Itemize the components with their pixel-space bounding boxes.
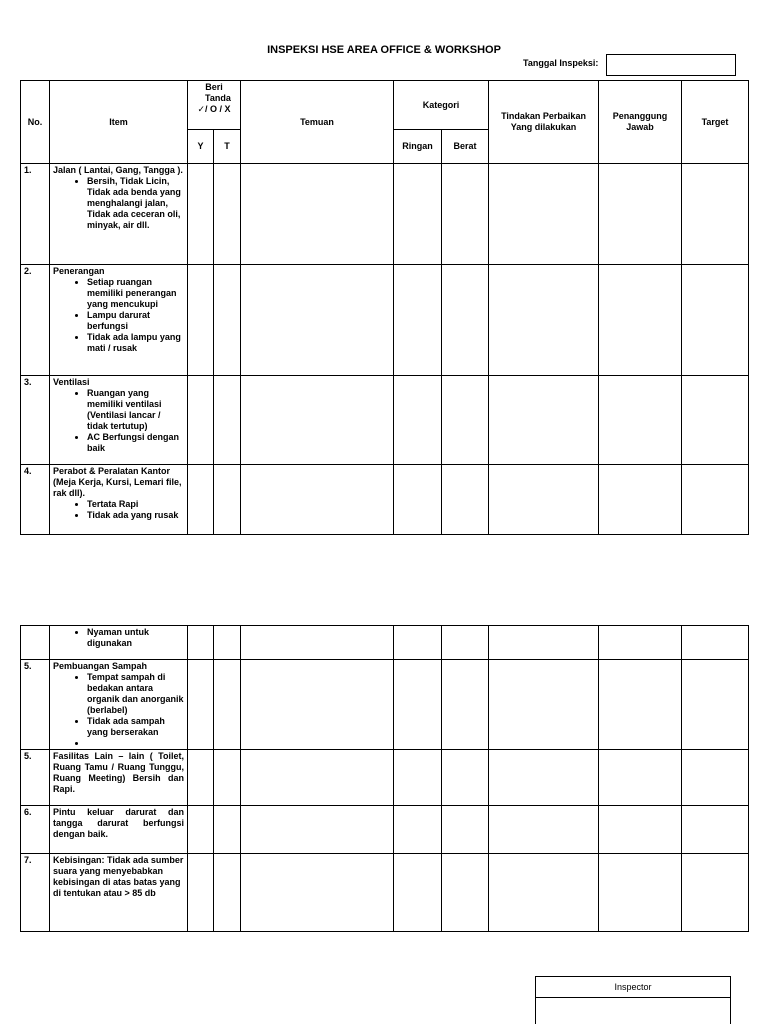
row-number: 6. — [21, 806, 50, 854]
cell-berat[interactable] — [442, 806, 489, 854]
row-item-title: Jalan ( Lantai, Gang, Tangga ). — [53, 165, 183, 175]
cell-target[interactable] — [682, 265, 749, 376]
cell-y[interactable] — [188, 660, 214, 750]
header-item: Item — [50, 81, 188, 164]
row-criterion: • Lampu darurat berfungsi — [87, 310, 184, 332]
cell-temuan[interactable] — [241, 660, 394, 750]
cell-ringan[interactable] — [394, 806, 442, 854]
header-temuan: Temuan — [241, 81, 394, 164]
cell-tindakan[interactable] — [489, 806, 599, 854]
cell-tindakan[interactable] — [489, 660, 599, 750]
cell-berat[interactable] — [442, 750, 489, 806]
table-row — [21, 164, 749, 265]
cell-ringan[interactable] — [394, 660, 442, 750]
row-item — [50, 376, 188, 465]
row-item — [50, 626, 188, 660]
cell-berat[interactable] — [442, 164, 489, 265]
cell-target[interactable] — [682, 465, 749, 535]
row-item — [50, 164, 188, 265]
row-item-title: Penerangan — [53, 266, 105, 276]
cell-tindakan[interactable] — [489, 750, 599, 806]
inspection-date-field[interactable] — [606, 54, 736, 76]
cell-penanggung-jawab[interactable] — [599, 660, 682, 750]
cell-y[interactable] — [188, 626, 214, 660]
header-berat: Berat — [442, 130, 489, 164]
cell-tindakan[interactable] — [489, 465, 599, 535]
table-row — [21, 626, 749, 660]
beri-tanda-label: Beri Tanda — [205, 82, 231, 103]
cell-tindakan[interactable] — [489, 854, 599, 932]
cell-ringan[interactable] — [394, 465, 442, 535]
cell-temuan[interactable] — [241, 806, 394, 854]
row-number: 5. — [21, 660, 50, 750]
table-row — [21, 806, 749, 854]
header-penanggung-jawab: Penanggung Jawab — [599, 81, 682, 164]
cell-target[interactable] — [682, 164, 749, 265]
cell-t[interactable] — [214, 626, 241, 660]
cell-target[interactable] — [682, 626, 749, 660]
row-criterion: • Ruangan yang memiliki ventilasi (Ventilasi lancar / tidak tertutup) — [87, 388, 184, 432]
cell-ringan[interactable] — [394, 164, 442, 265]
cell-target[interactable] — [682, 854, 749, 932]
header-tindakan: Tindakan Perbaikan Yang dilakukan — [489, 81, 599, 164]
inspection-date-label: Tanggal Inspeksi: — [523, 58, 599, 68]
cell-temuan[interactable] — [241, 465, 394, 535]
table-row — [21, 854, 749, 932]
cell-t[interactable] — [214, 465, 241, 535]
cell-target[interactable] — [682, 750, 749, 806]
row-item — [50, 660, 188, 750]
cell-berat[interactable] — [442, 854, 489, 932]
cell-ringan[interactable] — [394, 750, 442, 806]
row-item-title: Kebisingan: Tidak ada sumber suara yang menyebabkan kebisingan di atas batas yang di tentukan atau > 85 db — [50, 854, 188, 932]
row-criterion: • AC Berfungsi dengan baik — [87, 432, 184, 454]
cell-penanggung-jawab[interactable] — [599, 465, 682, 535]
cell-berat[interactable] — [442, 265, 489, 376]
cell-temuan[interactable] — [241, 626, 394, 660]
row-criterion: • Bersih, Tidak Licin, Tidak ada benda yang menghalangi jalan, Tidak ada ceceran oli, minyak, air dll. — [87, 176, 184, 231]
cell-penanggung-jawab[interactable] — [599, 854, 682, 932]
inspection-table-page2 — [20, 625, 749, 932]
page-title: INSPEKSI HSE AREA OFFICE & WORKSHOP — [267, 44, 501, 56]
header-y: Y — [188, 130, 214, 164]
cell-tindakan[interactable] — [489, 626, 599, 660]
cell-ringan[interactable] — [394, 376, 442, 465]
inspector-signature-field[interactable] — [536, 998, 730, 1025]
cell-temuan[interactable] — [241, 265, 394, 376]
cell-t[interactable] — [214, 376, 241, 465]
table-row — [21, 660, 749, 750]
row-criterion: • Nyaman untuk digunakan — [87, 627, 184, 649]
cell-ringan[interactable] — [394, 265, 442, 376]
row-item-title: Pintu keluar darurat dan tangga darurat berfungsi dengan baik. — [50, 806, 188, 854]
row-criterion: • Tidak ada yang rusak — [87, 510, 184, 521]
row-criterion: • Tempat sampah di bedakan antara organik dan anorganik (berlabel) — [87, 672, 184, 716]
cell-y[interactable] — [188, 854, 214, 932]
cell-y[interactable] — [188, 465, 214, 535]
row-item-title: Perabot & Peralatan Kantor (Meja Kerja, Kursi, Lemari file, rak dll). — [53, 466, 182, 498]
table-row — [21, 465, 749, 535]
cell-t[interactable] — [214, 806, 241, 854]
row-criterion: • Setiap ruangan memiliki penerangan yang mencukupi — [87, 277, 184, 310]
table-row — [21, 265, 749, 376]
cell-penanggung-jawab[interactable] — [599, 164, 682, 265]
row-criterion: • Tidak ada sampah yang berserakan — [87, 716, 184, 738]
row-criterion — [87, 738, 184, 746]
header-target: Target — [682, 81, 749, 164]
row-item — [50, 465, 188, 535]
row-number — [21, 626, 50, 660]
cell-tindakan[interactable] — [489, 376, 599, 465]
row-number: 1. — [21, 164, 50, 265]
cell-penanggung-jawab[interactable] — [599, 265, 682, 376]
cell-temuan[interactable] — [241, 164, 394, 265]
cell-berat[interactable] — [442, 376, 489, 465]
row-item-title: Ventilasi — [53, 377, 90, 387]
inspector-signature-box — [535, 976, 731, 1024]
inspection-table-page1 — [20, 80, 749, 535]
row-item-title: Fasilitas Lain – lain ( Toilet, Ruang Tamu / Ruang Tunggu, Ruang Meeting) Bersih dan Rapi. — [50, 750, 188, 806]
cell-y[interactable] — [188, 265, 214, 376]
cell-t[interactable] — [214, 265, 241, 376]
cell-berat[interactable] — [442, 660, 489, 750]
cell-ringan[interactable] — [394, 626, 442, 660]
cell-berat[interactable] — [442, 465, 489, 535]
cell-y[interactable] — [188, 750, 214, 806]
cell-temuan[interactable] — [241, 854, 394, 932]
header-no: No. — [21, 81, 50, 164]
row-number: 2. — [21, 265, 50, 376]
cell-t[interactable] — [214, 660, 241, 750]
cell-target[interactable] — [682, 660, 749, 750]
cell-tindakan[interactable] — [489, 265, 599, 376]
row-criterion: • Tidak ada lampu yang mati / rusak — [87, 332, 184, 354]
header-kategori: Kategori — [394, 81, 489, 130]
header-t: T — [214, 130, 241, 164]
cell-y[interactable] — [188, 164, 214, 265]
cell-t[interactable] — [214, 164, 241, 265]
cell-t[interactable] — [214, 854, 241, 932]
table-row — [21, 750, 749, 806]
cell-t[interactable] — [214, 750, 241, 806]
cell-target[interactable] — [682, 376, 749, 465]
row-number: 7. — [21, 854, 50, 932]
cell-target[interactable] — [682, 806, 749, 854]
header-beri-tanda — [188, 81, 241, 130]
cell-temuan[interactable] — [241, 750, 394, 806]
cell-y[interactable] — [188, 376, 214, 465]
cell-temuan[interactable] — [241, 376, 394, 465]
inspector-label: Inspector — [536, 977, 730, 998]
beri-tanda-marks: ✓/ O / X — [197, 104, 231, 114]
row-number: 3. — [21, 376, 50, 465]
row-item-title: Pembuangan Sampah — [53, 661, 148, 671]
cell-berat[interactable] — [442, 626, 489, 660]
cell-ringan[interactable] — [394, 854, 442, 932]
cell-y[interactable] — [188, 806, 214, 854]
table-row — [21, 376, 749, 465]
cell-penanggung-jawab[interactable] — [599, 376, 682, 465]
cell-penanggung-jawab[interactable] — [599, 750, 682, 806]
row-number: 5. — [21, 750, 50, 806]
cell-tindakan[interactable] — [489, 164, 599, 265]
header-ringan: Ringan — [394, 130, 442, 164]
row-item — [50, 265, 188, 376]
row-criterion: • Tertata Rapi — [87, 499, 184, 510]
cell-penanggung-jawab[interactable] — [599, 806, 682, 854]
cell-penanggung-jawab[interactable] — [599, 626, 682, 660]
row-number: 4. — [21, 465, 50, 535]
